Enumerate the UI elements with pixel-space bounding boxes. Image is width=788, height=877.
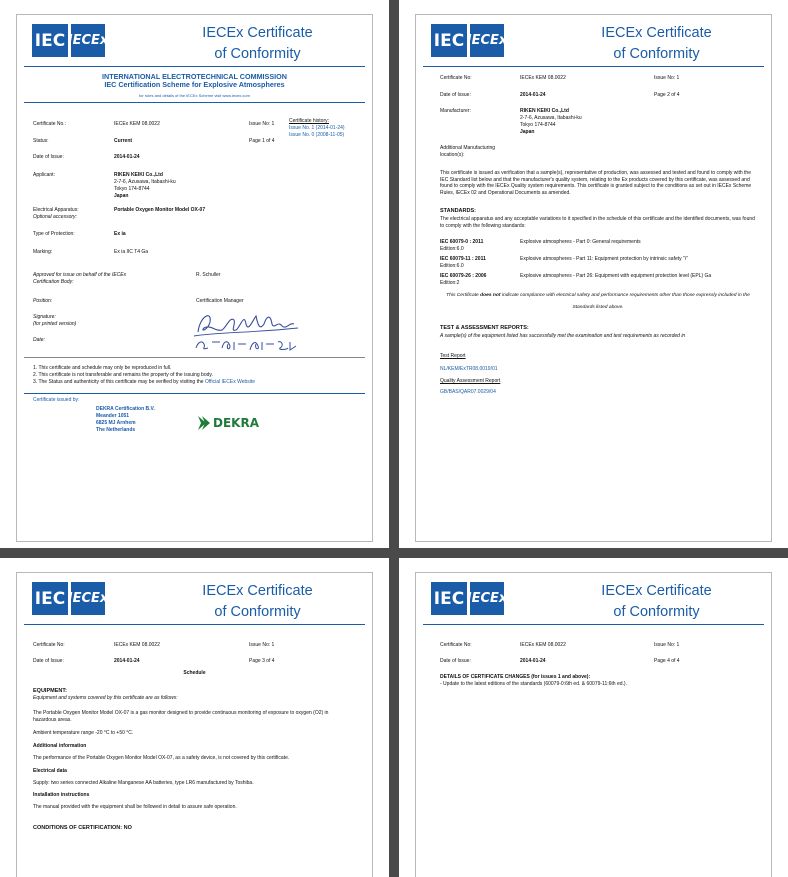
official-iecex-website-link[interactable]: Official IECEx Website [204,379,256,385]
header-rule [24,624,365,625]
header-rule-2 [24,102,365,103]
position-value: Certification Manager [196,298,244,304]
title-line-2: of Conformity [214,604,301,620]
page-number: Page 2 of 4 [654,92,680,98]
cert-no-value: IECEx KEM 08.0022 [114,121,160,127]
issuer-address-1: Meander 1051 [96,413,130,419]
note-1: 1. This certificate and schedule may only be reproduced in full. [33,365,172,371]
iecex-logo: IECEx [71,24,105,57]
note-2: 2. This certificate is not transferable and remains the property of the issuing body. [33,372,213,378]
compliance-pre: This Certificate [446,293,479,298]
header-rule [423,624,764,625]
iec-logo: IEC [431,582,467,615]
additional-info-heading: Additional information [33,743,87,749]
qar-link[interactable]: GB/BAS/QAR07.0029/04 [440,389,496,395]
additional-locations-label-2: location(s): [440,152,465,158]
test-reports-text: A sample(s) of the equipment listed has successfully met the examination and test requirements as recorded in [440,333,686,339]
page-number: Page 1 of 4 [249,138,275,144]
compliance-post: indicate compliance with electrical safety and performance requirements other than those expressly included in the [501,293,750,298]
note-3-text: 3. The Status and authenticity of this certificate may be verified by visiting the [33,379,204,385]
standard-code-3: IEC 60079-26 : 2006 [440,273,487,279]
iec-logo: IEC [32,582,68,615]
history-issue-1[interactable]: Issue No. 1 (2014-01-24) [289,125,345,131]
handwritten-signature [190,302,305,352]
certificate-title [170,581,345,623]
cert-no-label: Certificate No.: [33,121,67,127]
schedule-heading: Schedule [183,670,206,676]
applicant-country: Japan [114,193,129,199]
title-line-1: IECEx Certificate [202,25,313,41]
manufacturer-address-2: Tokyo 174-8744 [520,122,556,128]
date-value: 2014-01-24 [520,92,546,98]
position-label: Position: [33,298,53,304]
rules-note: for rules and details of the IECEx Scheme visit www.iecex.com [139,93,250,98]
test-report-link[interactable]: NL/KEM/ExTR08.0019/01 [440,366,498,372]
title-line-1: IECEx Certificate [202,583,313,599]
title-line-2: of Conformity [613,46,700,62]
issuer-name: DEKRA Certification B.V. [96,406,155,412]
iecex-logo: IECEx [71,582,105,615]
certificate-page-1 [0,0,389,548]
installation-heading: Installation instructions [33,792,90,798]
marking-value: Ex ia IIC T4 Ga [114,249,149,255]
issue-no: Issue No: 1 [249,642,275,648]
manufacturer-name: RIKEN KEIKI Co.,Ltd [520,108,569,114]
iecex-logo: IECEx [470,582,504,615]
cert-no-value: IECEx KEM 08.0022 [114,642,160,648]
marking-label: Marking: [33,249,53,255]
equipment-heading: EQUIPMENT: [33,688,67,694]
date-value: 2014-01-24 [520,658,546,664]
additional-info-text: The performance of the Portable Oxygen Monitor Model OX-07, as a safety device, is not covered by this certificate. [33,755,290,761]
certificate-page-2 [399,0,788,548]
standard-code-1: IEC 60079-0 : 2011 [440,239,484,245]
compliance-statement [433,293,763,300]
certificate-changes-text: - Update to the latest editions of the standards (60079-0:6th ed. & 60079-11:6th ed.). [440,681,627,687]
date-label: Date of Issue: [33,154,64,160]
manufacturer-address-1: 2-7-6, Azusawa, Itabashi-ku [520,115,582,121]
iecex-logo: IECEx [470,24,504,57]
manufacturer-country: Japan [520,129,535,135]
issued-by-label: Certificate issued by: [33,397,80,403]
scheme-name: IEC Certification Scheme for Explosive Atmospheres [104,80,285,89]
installation-text: The manual provided with the equipment shall be followed in detail to assure safe operation. [33,804,237,810]
cert-no-label: Certificate No: [440,75,472,81]
dekra-wordmark: DEKRA [213,416,259,430]
electrical-data-heading: Electrical data [33,768,67,774]
temperature-range: Ambient temperature range -20 °C to +50 °C. [33,730,134,736]
iec-logo: IEC [32,24,68,57]
test-report-label: Test Report [440,353,466,359]
certificate-page-3 [0,558,389,877]
certificate-title [569,23,744,65]
date-value: 2014-01-24 [114,658,140,664]
page-number: Page 4 of 4 [654,658,680,664]
header-rule [24,66,365,67]
standards-intro: The electrical apparatus and any acceptable variations to it specified in the schedule of this certificate and the identified documents, was found to comply with the following standards: [440,216,755,229]
protection-value: Ex ia [114,231,126,237]
approved-label-1: Approved for issue on behalf of the IECEx [33,272,127,278]
title-line-1: IECEx Certificate [601,25,712,41]
history-label: Certificate history: [289,118,330,124]
applicant-name: RIKEN KEIKI Co.,Ltd [114,172,163,178]
dekra-mark-icon [198,416,210,430]
issuer-country: The Netherlands [96,427,136,433]
certificate-title [170,23,345,65]
compliance-bold: does not [480,293,501,298]
history-issue-0[interactable]: Issue No. 0 (2008-11-05) [289,132,345,138]
title-line-2: of Conformity [214,46,301,62]
applicant-address-1: 2-7-6, Azusawa, Itabashi-ku [114,179,176,185]
cert-no-label: Certificate No: [33,642,65,648]
applicant-label: Applicant: [33,172,55,178]
iec-logo: IEC [431,24,467,57]
apparatus-value: Portable Oxygen Monitor Model OX-07 [114,207,206,213]
issuer-rule [24,393,365,394]
date-label: Date of Issue: [440,92,471,98]
dekra-logo [198,416,259,430]
date-label: Date of Issue: [440,658,471,664]
standard-code-2: IEC 60079-11 : 2011 [440,256,486,262]
certificate-title [569,581,744,623]
standard-desc-2: Explosive atmospheres - Part 11: Equipment protection by intrinsic safety "i" [520,256,688,262]
standard-desc-1: Explosive atmospheres - Part 0: General requirements [520,239,641,245]
issue-no: Issue No: 1 [654,75,680,81]
equipment-intro: Equipment and systems covered by this certificate are as follows: [33,695,178,701]
page-number: Page 3 of 4 [249,658,275,664]
iec-iecex-logo [32,582,109,615]
cert-no-label: Certificate No: [440,642,472,648]
apparatus-label: Electrical Apparatus: [33,207,79,213]
signature-label-1: Signature: [33,314,56,320]
issue-no: Issue No: 1 [654,642,680,648]
standards-heading: STANDARDS: [440,208,476,214]
qar-label: Quality Assessment Report [440,378,501,384]
date2-label: Date: [33,337,45,343]
approved-label-2: Certification Body: [33,279,74,285]
protection-label: Type of Protection: [33,231,75,237]
manufacturer-label: Manufacturer: [440,108,471,114]
compliance-statement-line-2: Standards listed above. [572,305,624,310]
date-value: 2014-01-24 [114,154,140,160]
electrical-data-text: Supply: two series connected Alkaline Manganese AA batteries, type LR6 manufactured by Toshiba. [33,780,254,786]
approver-name: R. Schuller [196,272,221,278]
title-line-2: of Conformity [613,604,700,620]
cert-no-value: IECEx KEM 08.0022 [520,75,566,81]
certificate-page-4 [399,558,788,877]
signature-label-2: (for printed version) [33,321,77,327]
standard-edition-3: Edition:2 [440,280,460,286]
verification-statement: This certificate is issued as verification that a sample(s), representative of production, was assessed and tested and found to comply with the IEC Standard list below and that the manufacturer's quality system, relating to the Ex products covered by this certificate, was assessed and found to comply with the IECEx Quality system requirements. This certificate is granted subject to the conditions as set out in IECEx Scheme Rules, IECEx 02 and Operational Documents as amended. [440,170,752,196]
title-line-1: IECEx Certificate [601,583,712,599]
additional-locations-label-1: Additional Manufacturing [440,145,496,151]
certificate-changes-heading: DETAILS OF CERTIFICATE CHANGES (for issues 1 and above): [440,674,591,680]
notes-rule [24,357,365,358]
status-value: Current [114,138,133,144]
iec-iecex-logo [431,582,508,615]
conditions-of-certification: CONDITIONS OF CERTIFICATION: NO [33,825,132,831]
standard-desc-3: Explosive atmospheres - Part 26: Equipment with equipment protection level (EPL) Ga [520,273,712,279]
test-reports-heading: TEST & ASSESSMENT REPORTS: [440,325,529,331]
accessory-label: Optional accessory: [33,214,77,220]
status-label: Status: [33,138,49,144]
standard-edition-2: Edition:6.0 [440,263,464,269]
header-rule [423,66,764,67]
note-3 [33,379,255,386]
iec-iecex-logo [431,24,508,57]
issuer-address-2: 6825 MJ Arnhem [96,420,136,426]
standard-edition-1: Edition:6.0 [440,246,464,252]
org-name: INTERNATIONAL ELECTROTECHNICAL COMMISSION [102,72,287,81]
equipment-description: The Portable Oxygen Monitor Model OX-07 is a gas monitor designed to provide continuous monitoring of exposure to oxygen (O2) in hazardous areas. [33,710,329,723]
cert-no-value: IECEx KEM 08.0022 [520,642,566,648]
applicant-address-2: Tokyo 174-8744 [114,186,150,192]
issue-no: Issue No: 1 [249,121,275,127]
iec-iecex-logo [32,24,109,57]
date-label: Date of Issue: [33,658,64,664]
